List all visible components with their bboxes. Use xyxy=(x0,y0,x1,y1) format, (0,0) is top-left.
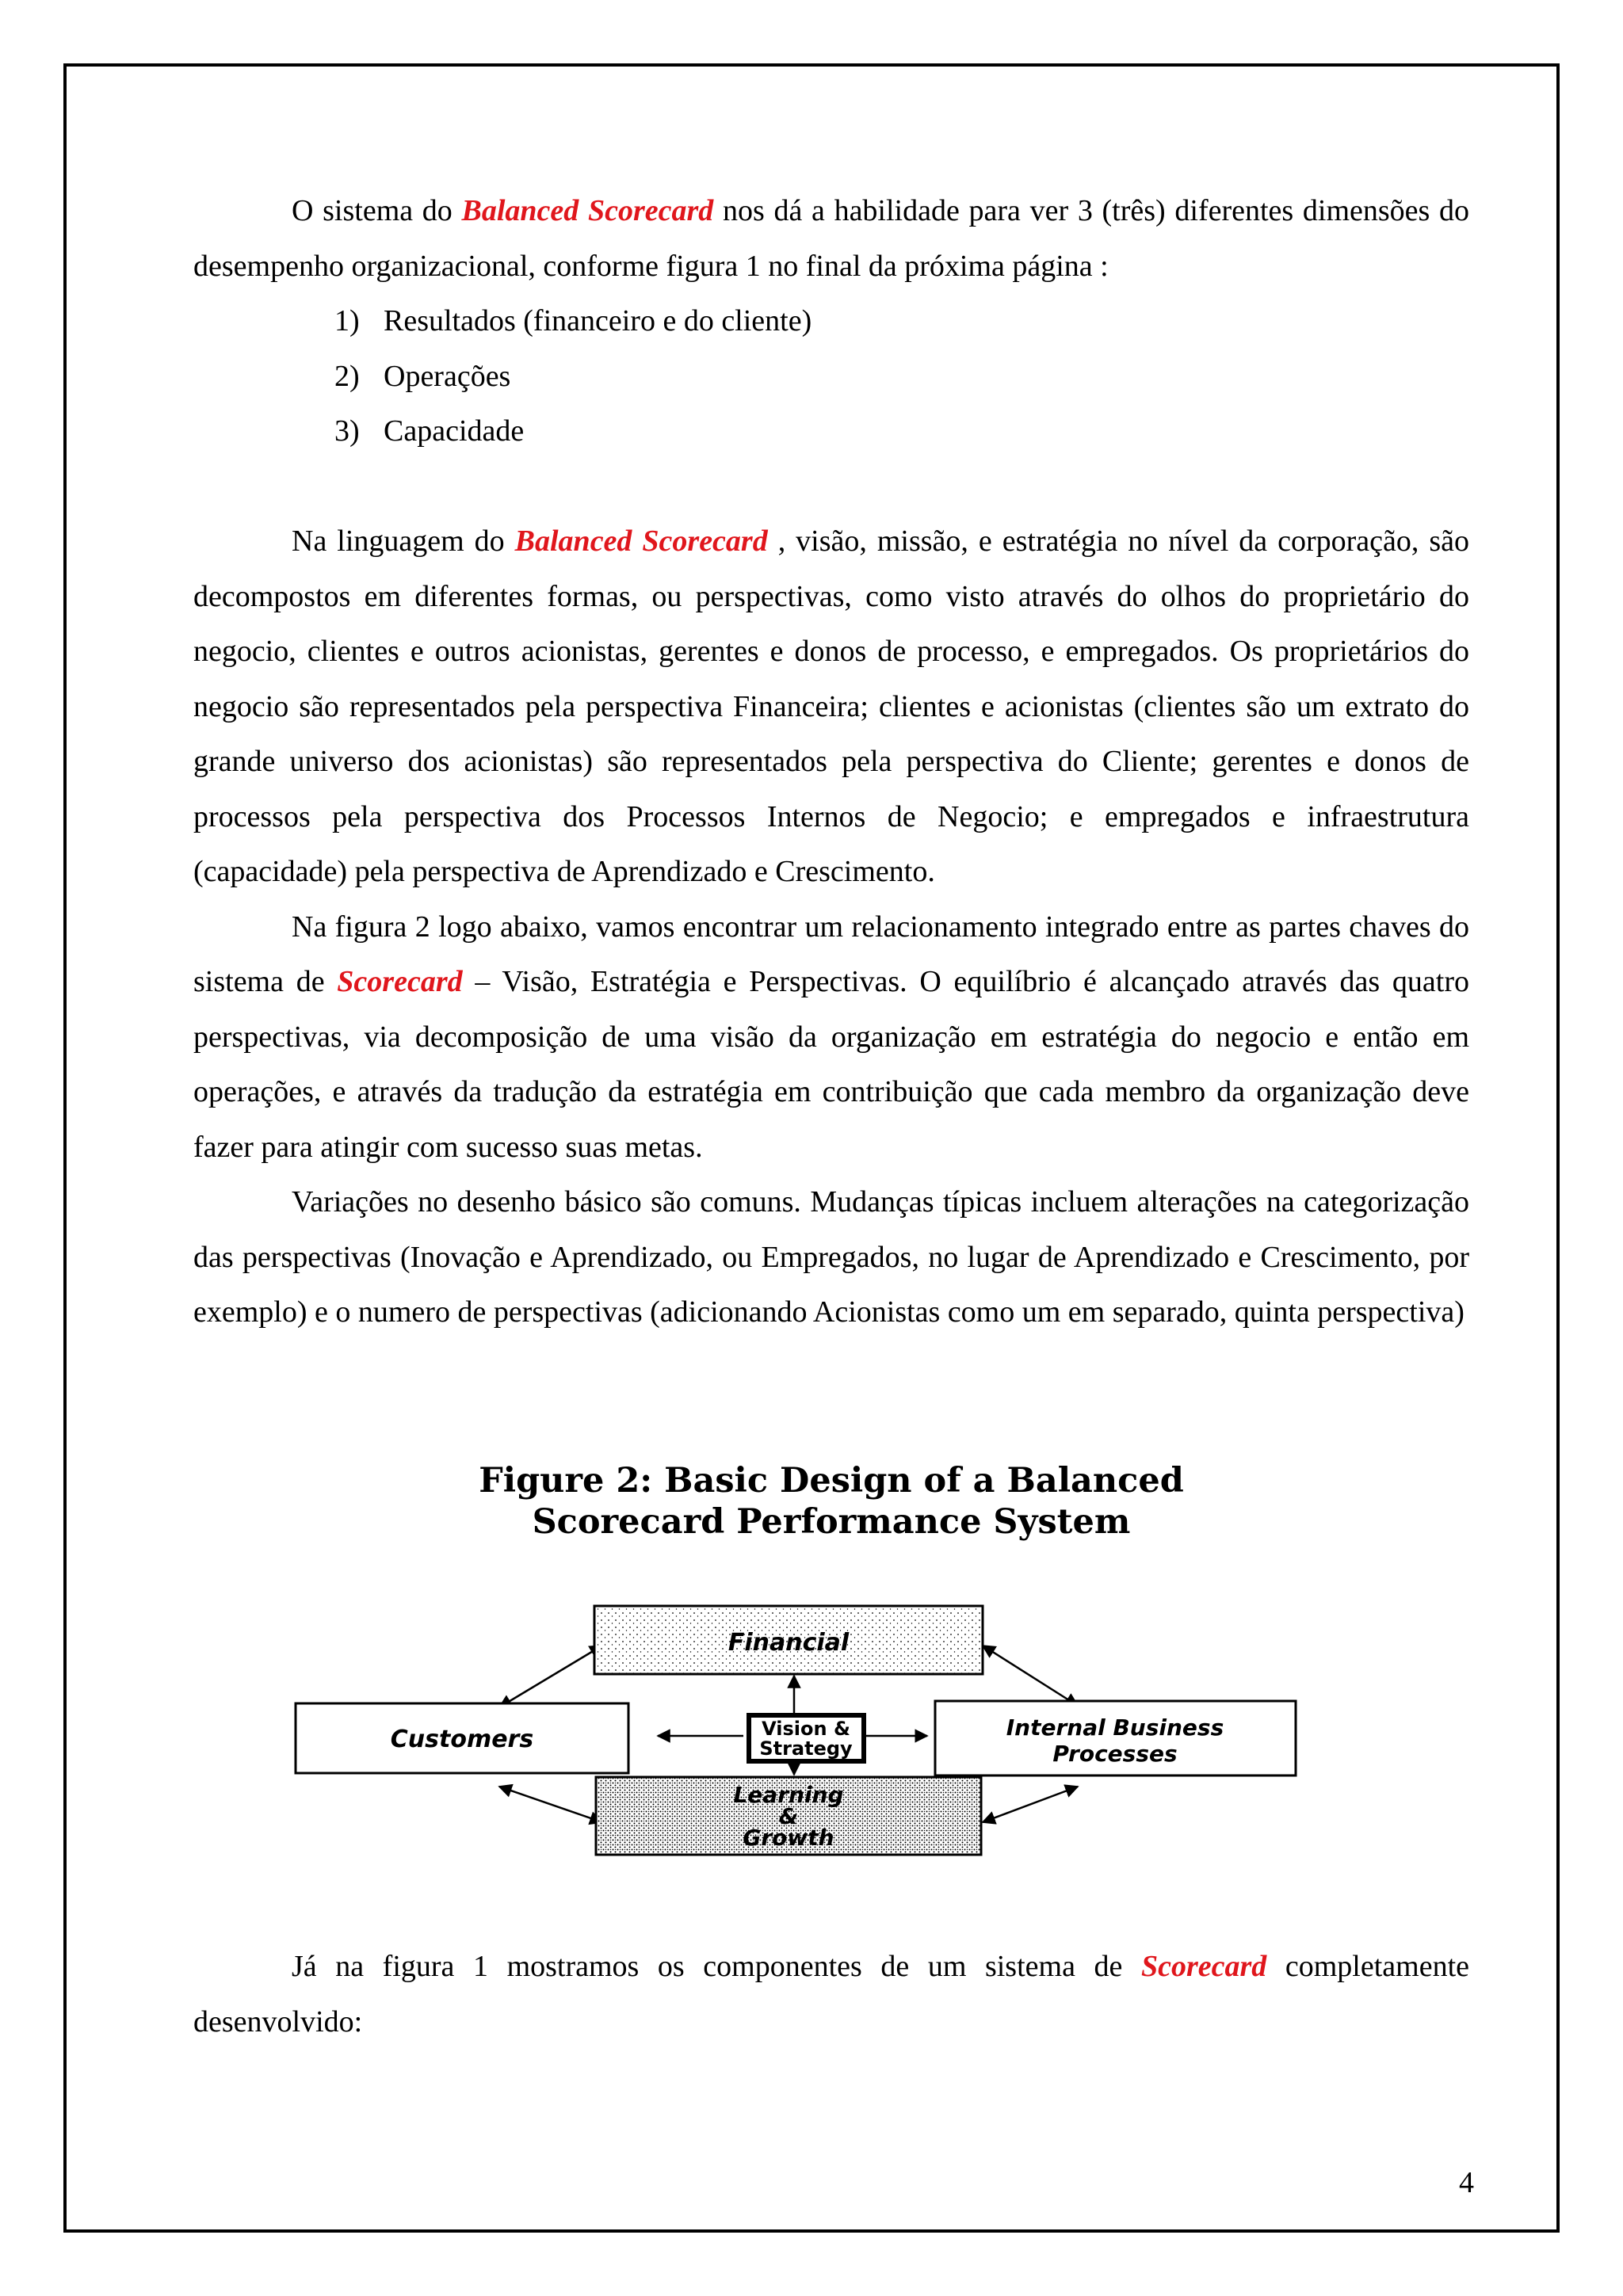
scorecard-diagram-svg xyxy=(293,1596,1300,1866)
list-item xyxy=(334,404,1469,460)
financial-label: Financial xyxy=(727,1629,850,1657)
paragraph-5-text-a: Já na figura 1 mostramos os componentes de um sistema de xyxy=(292,1950,1141,1983)
figure-title xyxy=(193,1460,1469,1543)
list-item xyxy=(334,349,1469,405)
paragraph-3-text-b: – Visão, Estratégia e Perspectivas. O equilíbrio é alcançado através das quatro perspectivas, via decomposição de uma visão da organização em estratégia do negocio e então em operações, e através da tradução da estratégia em contribuição que cada membro da organização deve fazer para atingir com sucesso suas metas. xyxy=(193,965,1469,1164)
paragraph-3-text-a: Na figura 2 logo abaixo, vamos encontrar um relacionamento integrado entre as partes chaves do sistema de xyxy=(193,910,1469,998)
arrow-financial-internal xyxy=(983,1646,1078,1706)
list-item-number: 2) xyxy=(334,359,360,393)
learning-label: Learning xyxy=(733,1782,844,1808)
paragraph-5-text-b: completamente desenvolvido: xyxy=(193,1950,1469,2039)
arrow-learning-internal xyxy=(983,1787,1078,1822)
paragraph-1-text-a: O sistema do xyxy=(292,194,462,227)
list-item-text: Operações xyxy=(384,359,511,393)
paragraph-2 xyxy=(193,514,1469,900)
internal-business-label-1: Internal Business xyxy=(1006,1714,1224,1741)
list-item-text: Resultados (financeiro e do cliente) xyxy=(384,304,812,338)
customers-label: Customers xyxy=(390,1726,534,1753)
growth-label: Growth xyxy=(743,1825,834,1851)
paragraph-5-highlight: Scorecard xyxy=(1140,1950,1267,1983)
list-item-text: Capacidade xyxy=(384,414,525,448)
main-text xyxy=(193,184,1469,1341)
paragraph-3 xyxy=(193,900,1469,1176)
figure-title-line-2: Scorecard Performance System xyxy=(532,1502,1131,1542)
paragraph-5 xyxy=(193,1939,1469,2050)
scorecard-diagram xyxy=(293,1596,1300,1866)
paragraph-2-highlight: Balanced Scorecard xyxy=(514,524,768,558)
internal-business-label-2: Processes xyxy=(1052,1741,1178,1767)
strategy-label: Strategy xyxy=(759,1737,853,1760)
list-item-number: 3) xyxy=(334,414,360,448)
paragraph-2-text-a: Na linguagem do xyxy=(292,524,515,558)
arrow-customers-learning xyxy=(499,1787,602,1822)
paragraph-1-highlight: Balanced Scorecard xyxy=(461,194,714,227)
list-item-number: 1) xyxy=(334,304,360,338)
closing-text xyxy=(193,1939,1469,2050)
page-number: 4 xyxy=(1459,2166,1474,2199)
dimensions-list xyxy=(193,294,1469,460)
figure-title-line-1: Figure 2: Basic Design of a Balanced xyxy=(479,1461,1184,1501)
paragraph-3-highlight: Scorecard xyxy=(337,965,463,998)
arrow-customers-financial xyxy=(499,1646,602,1707)
paragraph-2-text-b: , visão, missão, e estratégia no nível da corporação, são decompostos em diferentes formas, ou perspectivas, como visto através do olhos do proprietário do negocio, clientes e outros acionistas, gerentes e donos de processo, e empregados. Os proprietários do negocio são representados pela perspectiva Financeira; clientes e acionistas (clientes são um extrato do grande universo dos acionistas) são representados pela perspectiva do Cliente; gerentes e donos de processos pela perspectiva dos Processos Internos de Negocio; e empregados e infraestrutura (capacidade) pela perspectiva de Aprendizado e Crescimento. xyxy=(193,524,1469,888)
paragraph-4: Variações no desenho básico são comuns. Mudanças típicas incluem alterações na categorização das perspectivas (Inovação e Aprendizado, ou Empregados, no lugar de Aprendizado e Crescimento, por exemplo) e o numero de perspectivas (adicionando Acionistas como um em separado, quinta perspectiva) xyxy=(193,1185,1469,1329)
paragraph-1 xyxy=(193,184,1469,294)
paragraph-1-text-b: nos dá a habilidade para ver 3 (três) diferentes dimensões do desempenho organizacional, conforme figura 1 no final da próxima página : xyxy=(193,194,1469,283)
list-item xyxy=(334,294,1469,349)
spacer xyxy=(193,460,1469,515)
ampersand-label: & xyxy=(778,1803,799,1829)
vision-label: Vision & xyxy=(762,1718,850,1740)
